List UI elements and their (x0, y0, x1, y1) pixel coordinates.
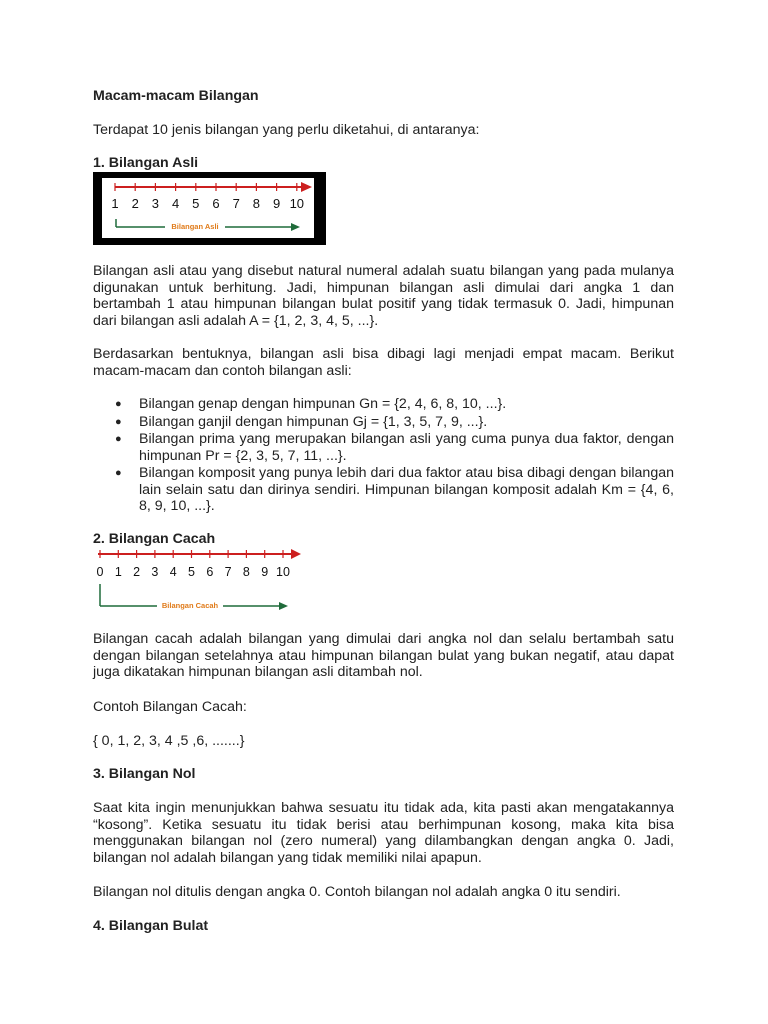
number-line-cacah (93, 546, 308, 616)
tick-label: 7 (232, 196, 240, 211)
tick-label: 2 (131, 196, 139, 211)
list-item: ● Bilangan genap dengan himpunan Gn = {2, 4, 6, 8, 10, ...}. (115, 396, 507, 412)
tick-label: 1 (114, 565, 122, 579)
tick-label: 2 (133, 565, 141, 579)
list-asli-types (93, 396, 674, 516)
paragraph-cacah-definition: Bilangan cacah adalah bilangan yang dimulai dari angka nol dan selalu bertambah satu dengan bilangan setelahnya atau himpunan bilangan bulat yang bukan negatif, atau dapat juga dikatakan himpunan bilangan asli ditambah nol. (93, 631, 674, 680)
number-line-figure-cacah (93, 546, 308, 616)
number-line-arrowhead-icon (291, 549, 301, 559)
tick-label: 9 (272, 196, 281, 211)
bullet-icon: ● (115, 467, 122, 479)
heading-bilangan-bulat: 4. Bilangan Bulat (93, 918, 209, 934)
heading-bilangan-cacah: 2. Bilangan Cacah (93, 531, 216, 547)
heading-bilangan-nol: 3. Bilangan Nol (93, 766, 196, 782)
intro-paragraph: Terdapat 10 jenis bilangan yang perlu diketahui, di antaranya: (93, 122, 480, 138)
range-arrowhead-icon (279, 602, 288, 610)
tick-label: 3 (151, 196, 160, 211)
tick-label: 4 (171, 196, 180, 211)
bullet-icon: ● (115, 398, 122, 410)
tick-label: 10 (289, 196, 305, 211)
bullet-icon: ● (115, 415, 122, 428)
list-item: ● Bilangan ganjil dengan himpunan Gj = {1, 3, 5, 7, 9, ...}. (115, 413, 488, 430)
tick-label: 0 (96, 565, 104, 579)
page-title: Macam-macam Bilangan (93, 88, 259, 104)
paragraph-asli-definition: Bilangan asli atau yang disebut natural numeral adalah suatu bilangan yang pada mulanya digunakan untuk berhitung. Jadi, himpunan bilangan asli dimulai dari angka 1 dan bertambah 1 atau himpunan bilangan bulat positif yang tidak termasuk 0. Jadi, himpunan dari bilangan asli adalah A = {1, 2, 3, 4, 5, ...}. (93, 263, 674, 329)
paragraph-cacah-example-label: Contoh Bilangan Cacah: (93, 699, 247, 715)
range-label: Bilangan Cacah (161, 601, 219, 610)
heading-bilangan-asli: 1. Bilangan Asli (93, 155, 199, 171)
paragraph-asli-types: Berdasarkan bentuknya, bilangan asli bisa dibagi lagi menjadi empat macam. Berikut macam-macam dan contoh bilangan asli: (93, 346, 674, 379)
paragraph-nol-definition: Saat kita ingin menunjukkan bahwa sesuatu itu tidak ada, kita pasti akan mengatakannya “kosong”. Ketika sesuatu itu tidak berisi atau berhimpunan kosong, maka kita bisa menggunakan bilangan nol (zero numeral) yang dilambangkan dengan angka 0. Jadi, bilangan nol adalah bilangan yang tidak memiliki nilai apapun. (93, 800, 674, 866)
bullet-icon: ● (115, 433, 122, 445)
tick-label: 6 (206, 565, 214, 579)
tick-label: 5 (192, 196, 200, 211)
tick-label: 9 (261, 565, 269, 579)
number-line-asli (93, 172, 326, 245)
number-line-figure-asli (93, 172, 326, 245)
tick-label: 10 (276, 565, 290, 579)
paragraph-nol-example: Bilangan nol ditulis dengan angka 0. Contoh bilangan nol adalah angka 0 itu sendiri. (93, 884, 621, 900)
tick-label: 8 (242, 565, 250, 579)
paragraph-cacah-example-set: { 0, 1, 2, 3, 4 ,5 ,6, .......} (93, 733, 245, 749)
tick-label: 5 (188, 565, 195, 579)
list-item: ● Bilangan prima yang merupakan bilangan asli yang cuma punya dua faktor, dengan himpunan Pr = {2, 3, 5, 7, 11, ...}. (115, 431, 674, 464)
tick-label: 3 (151, 565, 159, 579)
tick-label: 8 (252, 196, 261, 211)
list-item: ● Bilangan komposit yang punya lebih dari dua faktor atau bisa dibagi dengan bilangan lain selain satu dan dirinya sendiri. Himpunan bilangan komposit adalah Km = {4, 6, 8, 9, 10, ...}. (115, 465, 674, 514)
tick-label: 6 (212, 196, 220, 211)
number-line-tick-labels (97, 565, 290, 579)
tick-label: 7 (224, 565, 232, 579)
tick-label: 4 (169, 565, 177, 579)
tick-label: 1 (111, 196, 119, 211)
range-label: Bilangan Asli (171, 222, 219, 231)
